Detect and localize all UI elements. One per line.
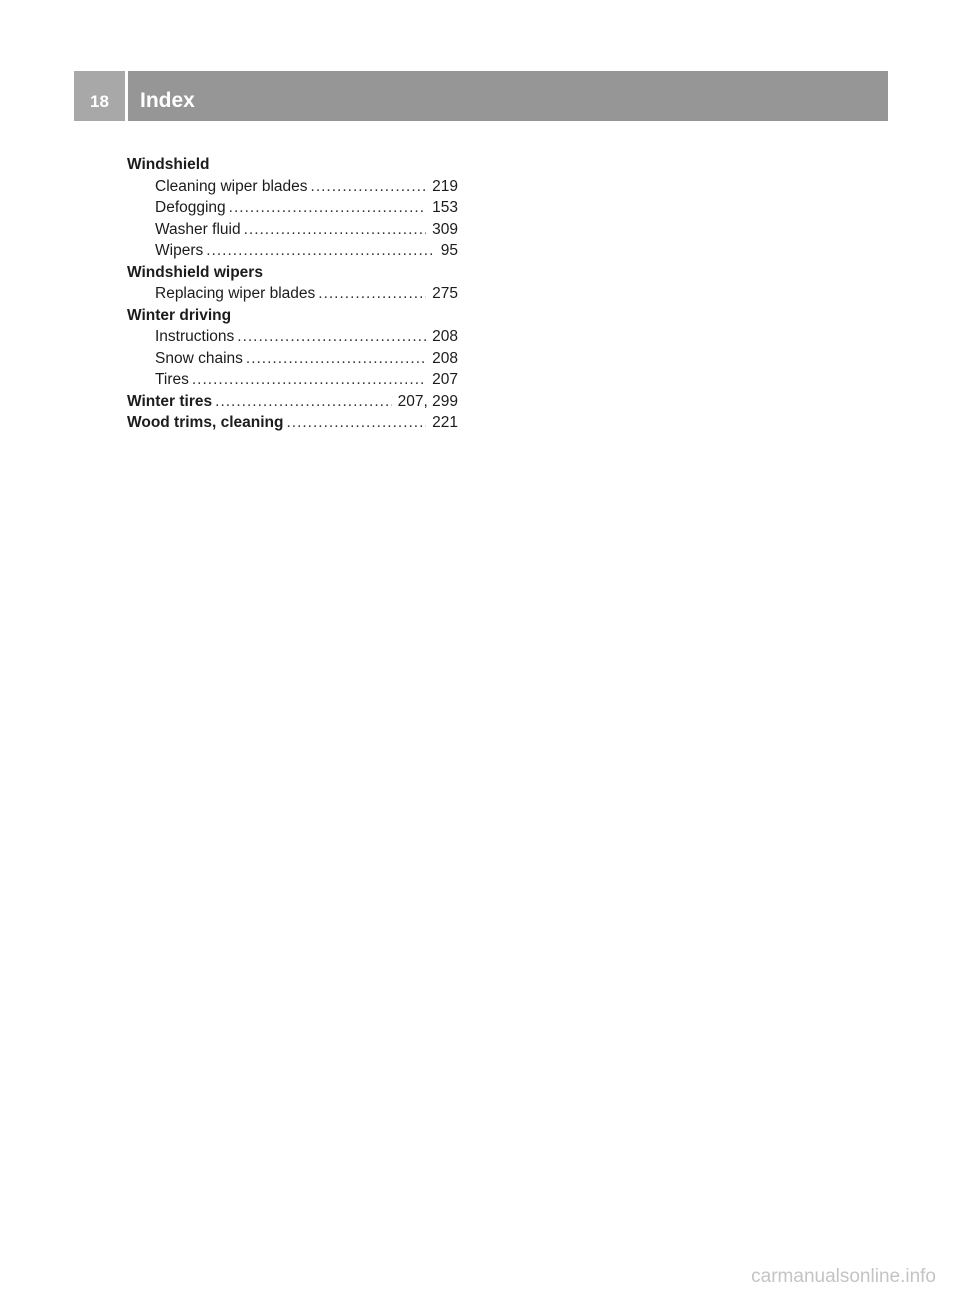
page-reference: 208: [432, 328, 458, 345]
leader-dots: [215, 391, 392, 413]
leader-dots: [192, 369, 426, 391]
section-title: Index: [128, 71, 888, 121]
index-subterm: Wipers: [155, 242, 204, 259]
index-term: Windshield wipers: [127, 263, 263, 281]
index-subentry: [127, 326, 458, 348]
leader-dots: [311, 176, 427, 198]
index-subentry: [127, 240, 458, 262]
index-subentry: [127, 197, 458, 219]
index-subterm: Instructions: [155, 328, 235, 345]
page-reference: 208: [432, 349, 458, 367]
index-subentry: [127, 369, 458, 391]
index-subterm: Replacing wiper blades: [155, 285, 316, 302]
leader-dots: [237, 326, 426, 348]
index-subentry: [127, 219, 458, 241]
index-term: Winter tires: [127, 392, 213, 410]
leader-dots: [286, 412, 426, 434]
page-reference: 221: [432, 414, 458, 431]
index-entry-wood-trims: [127, 412, 458, 434]
page-header: [74, 71, 888, 121]
leader-dots: [244, 219, 427, 241]
index-subterm: Tires: [155, 371, 189, 388]
index-list: [127, 154, 458, 434]
index-subentry: [127, 283, 458, 305]
leader-dots: [206, 240, 435, 262]
leader-dots: [318, 283, 426, 305]
page-reference: 207, 299: [397, 392, 458, 410]
watermark: carmanualsonline.info: [751, 1266, 936, 1287]
page-reference: 153: [432, 199, 458, 216]
index-term: Wood trims, cleaning: [127, 414, 284, 431]
index-subentry: [127, 348, 458, 370]
index-subterm: Washer fluid: [155, 220, 241, 238]
index-entry-winter-driving: [127, 305, 458, 327]
leader-dots: [229, 197, 426, 219]
leader-dots: [246, 348, 426, 370]
index-entry-windshield-wipers: [127, 262, 458, 284]
page-reference: 309: [432, 220, 458, 238]
page-reference: 219: [432, 177, 458, 195]
index-subterm: Snow chains: [155, 349, 243, 367]
page-number: 18: [74, 71, 125, 121]
page-reference: 95: [440, 242, 458, 259]
index-subentry: [127, 176, 458, 198]
index-term: Windshield: [127, 156, 210, 173]
index-entry-windshield: [127, 154, 458, 176]
page-reference: 275: [432, 285, 458, 302]
index-subterm: Cleaning wiper blades: [155, 177, 308, 195]
index-term: Winter driving: [127, 306, 232, 324]
index-entry-winter-tires: [127, 391, 458, 413]
page-reference: 207: [432, 371, 458, 388]
index-subterm: Defogging: [155, 199, 226, 216]
